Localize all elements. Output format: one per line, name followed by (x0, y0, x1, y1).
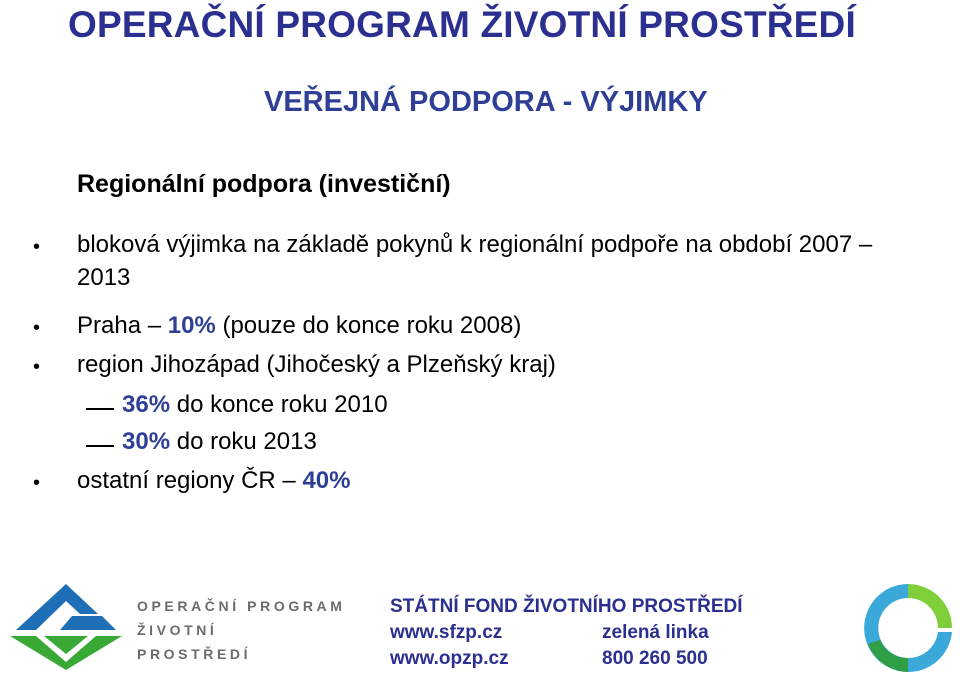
program-name-line: PROSTŘEDÍ (137, 646, 252, 662)
phone-number[interactable]: 800 260 500 (602, 648, 708, 669)
bullet-text (77, 467, 351, 495)
fund-name: STÁTNÍ FOND ŽIVOTNÍHO PROSTŘEDÍ (390, 596, 743, 617)
page-subtitle: VEŘEJNÁ PODPORA - VÝJIMKY (264, 86, 708, 118)
bullet-suffix: (pouze do konce roku 2008) (215, 312, 522, 339)
bullet-icon: • (33, 317, 41, 339)
website-link-opzp[interactable]: www.opzp.cz (390, 648, 509, 669)
section-heading: Regionální podpora (investiční) (77, 170, 451, 198)
page-title: OPERAČNÍ PROGRAM ŽIVOTNÍ PROSTŘEDÍ (68, 4, 856, 45)
subbullet-text (122, 428, 317, 456)
percentage-value: 30% (122, 428, 171, 455)
footer (0, 574, 960, 683)
bullet-prefix: Praha – (77, 312, 168, 339)
bullet-text-continued: 2013 (77, 264, 131, 291)
green-line-label: zelená linka (602, 622, 709, 643)
opzp-logo-icon (6, 584, 126, 670)
bullet-text: region Jihozápad (Jihočeský a Plzeňský kraj) (77, 351, 556, 378)
percentage-value: 10% (167, 312, 216, 339)
bullet-icon: • (33, 472, 41, 494)
bullet-icon: • (33, 236, 41, 258)
dash-icon (86, 408, 114, 410)
program-name-line: OPERAČNÍ PROGRAM (137, 598, 346, 614)
dash-icon (86, 445, 114, 447)
subbullet-suffix: do konce roku 2010 (170, 391, 388, 418)
subbullet-text (122, 391, 388, 419)
bullet-text: bloková výjimka na základě pokynů k regionální podpoře na období 2007 – (77, 231, 873, 258)
percentage-value: 36% (122, 391, 171, 418)
program-name-line: ŽIVOTNÍ (137, 622, 218, 638)
percentage-value: 40% (302, 467, 351, 494)
sfzp-logo-icon (858, 578, 958, 678)
subbullet-suffix: do roku 2013 (170, 428, 317, 455)
website-link-sfzp[interactable]: www.sfzp.cz (390, 622, 503, 643)
bullet-prefix: ostatní regiony ČR – (77, 467, 303, 494)
bullet-icon: • (33, 356, 41, 378)
bullet-text (77, 312, 521, 340)
